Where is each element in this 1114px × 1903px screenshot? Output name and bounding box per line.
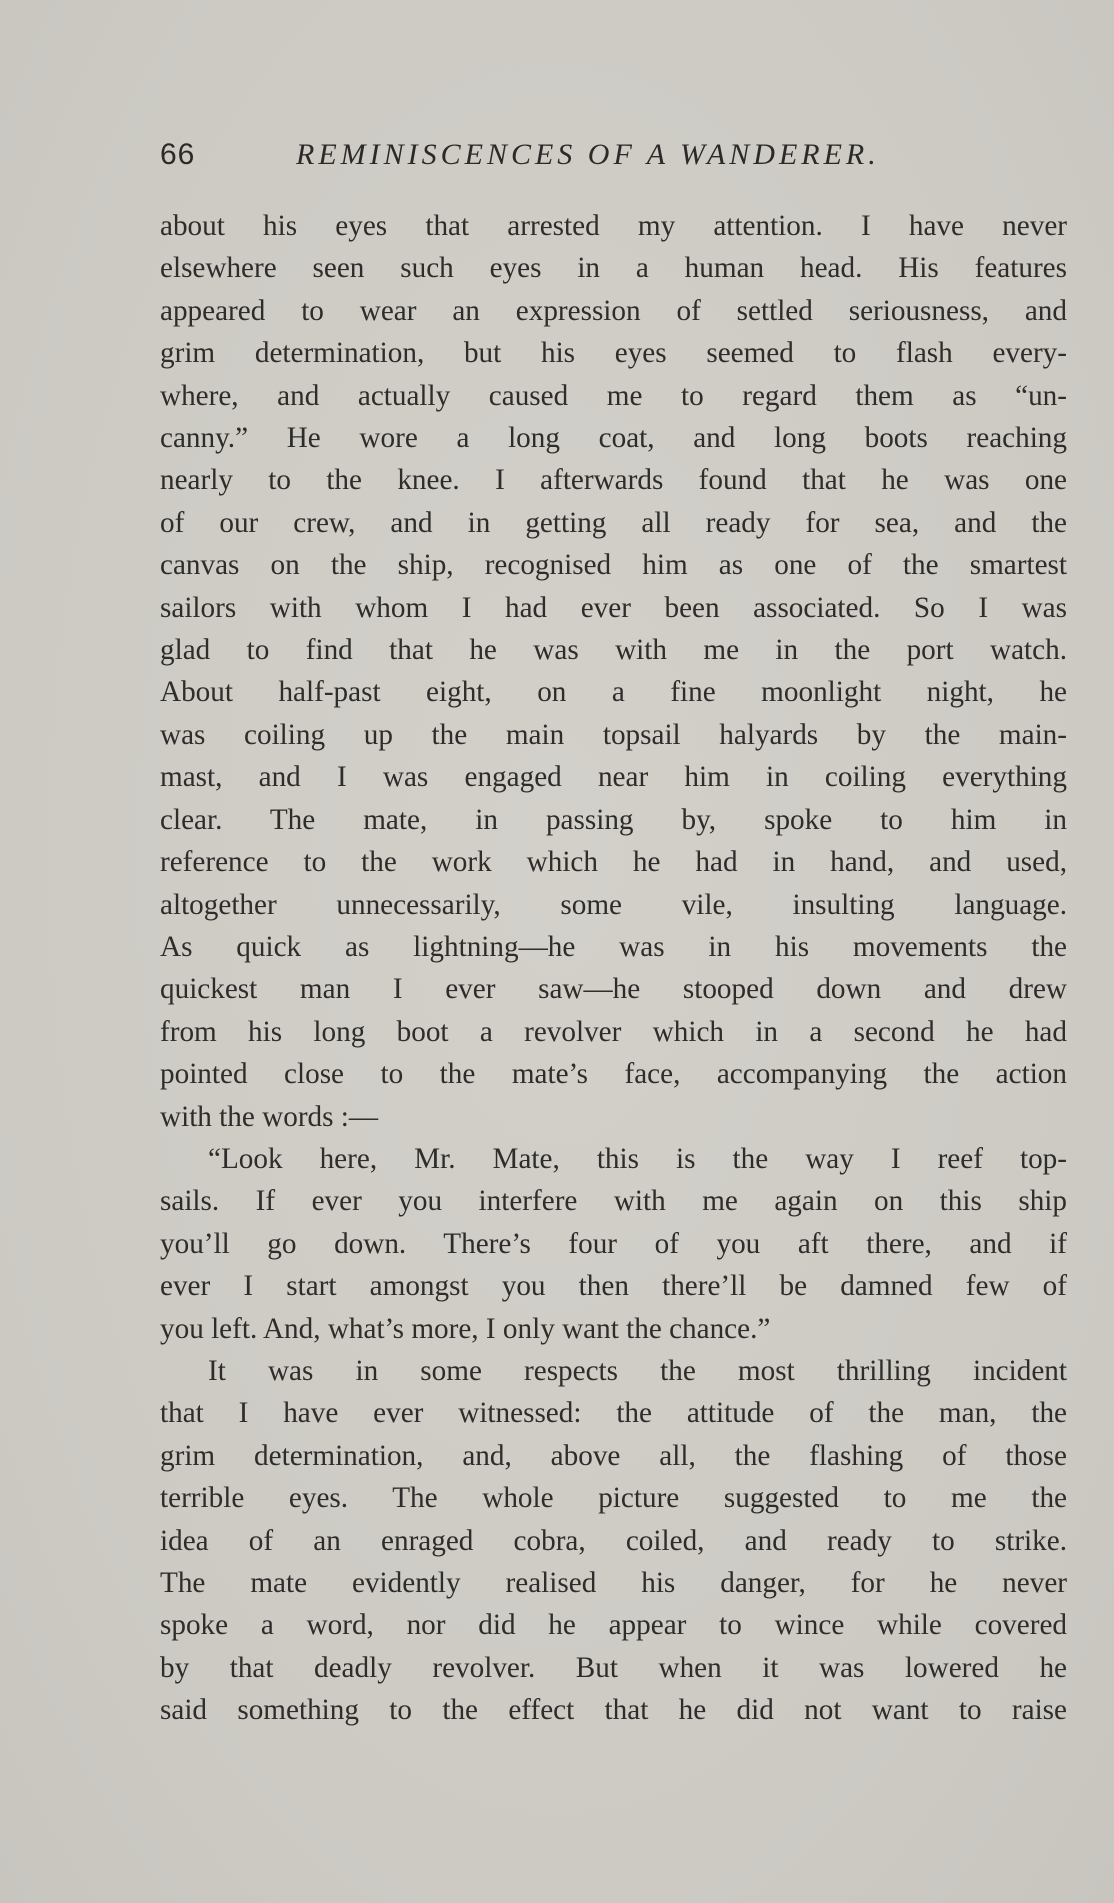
page-number: 66 [160,138,196,171]
text-line: that I have ever witnessed: the attitude of the man, the [160,1397,1067,1430]
text-line: canvas on the ship, recognised him as one of the smartest [160,549,1067,582]
text-line: terrible eyes. The whole picture suggested to me the [160,1482,1067,1515]
text-line: sails. If ever you interfere with me again on this ship [160,1185,1067,1218]
text-line: ever I start amongst you then there’ll be damned few of [160,1270,1067,1303]
running-title: REMINISCENCES OF A WANDERER. [296,138,880,171]
text-line: The mate evidently realised his danger, for he never [160,1567,1067,1599]
text-line: where, and actually caused me to regard them as “un- [160,379,1067,412]
text-line: you left. And, what’s more, I only want the chance.” [160,1312,771,1345]
text-line: elsewhere seen such eyes in a human head. His features [160,252,1067,285]
text-line: said something to the effect that he did not want to raise [160,1694,1067,1727]
text-line: canny.” He wore a long coat, and long boots reaching [160,422,1067,455]
text-line: with the words :— [160,1100,379,1133]
text-line: was coiling up the main topsail halyards by the main- [160,718,1067,751]
text-line: appeared to wear an expression of settled seriousness, and [160,294,1067,327]
page-header [160,138,960,178]
text-line: pointed close to the mate’s face, accompanying the action [160,1058,1067,1091]
text-line: from his long boot a revolver which in a second he had [160,1015,1067,1048]
text-line: mast, and I was engaged near him in coiling everything [160,761,1067,794]
text-line: spoke a word, nor did he appear to wince while covered [160,1609,1067,1642]
text-line: It was in some respects the most thrilling incident [208,1354,1067,1387]
text-line: glad to find that he was with me in the port watch. [160,634,1067,667]
text-line: altogether unnecessarily, some vile, insulting language. [160,888,1067,921]
text-line: quickest man I ever saw—he stooped down and drew [160,973,1067,1006]
text-line: reference to the work which he had in hand, and used, [160,846,1067,879]
text-line: clear. The mate, in passing by, spoke to him in [160,803,1067,836]
text-line: sailors with whom I had ever been associated. So I was [160,591,1067,624]
text-line: grim determination, and, above all, the flashing of those [160,1439,1067,1472]
text-line: As quick as lightning—he was in his movements the [160,930,1067,963]
text-line: idea of an enraged cobra, coiled, and ready to strike. [160,1524,1067,1557]
text-line: “Look here, Mr. Mate, this is the way I reef top- [208,1142,1067,1175]
text-line: About half-past eight, on a fine moonlight night, he [160,676,1067,709]
text-line: about his eyes that arrested my attention. I have never [160,210,1067,242]
text-line: grim determination, but his eyes seemed to flash every- [160,337,1067,370]
text-line: of our crew, and in getting all ready for sea, and the [160,506,1067,539]
text-line: you’ll go down. There’s four of you aft there, and if [160,1227,1067,1260]
text-line: nearly to the knee. I afterwards found that he was one [160,464,1067,497]
text-line: by that deadly revolver. But when it was lowered he [160,1651,1067,1684]
body-text [160,205,1067,1732]
